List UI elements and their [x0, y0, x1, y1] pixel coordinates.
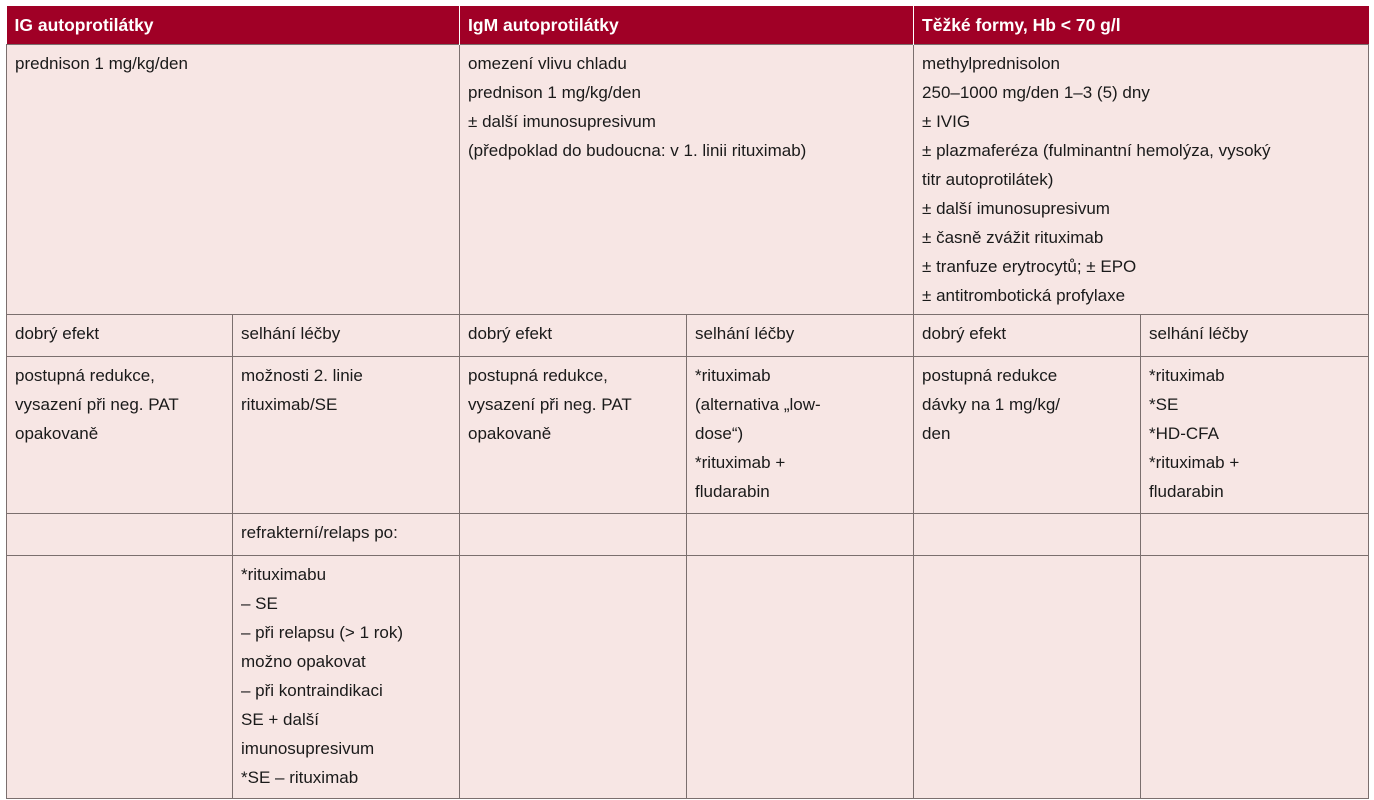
text-line: vysazení při neg. PAT [15, 395, 179, 414]
management-cell [687, 357, 914, 514]
refractory-cell [7, 514, 233, 556]
text-line: SE + další [241, 710, 319, 729]
text-line: postupná redukce [922, 366, 1058, 385]
refractory-cell: refrakterní/relaps po: [233, 514, 460, 556]
text-line: titr autoprotilátek) [922, 170, 1054, 189]
text-line: ± další imunosupresivum [922, 199, 1110, 218]
text-line: (předpoklad do budoucna: v 1. linii rituximab) [468, 141, 807, 160]
text-line: *rituximab [1149, 366, 1225, 385]
text-line: *SE [1149, 395, 1179, 414]
management-cell [914, 357, 1141, 514]
response-cell: selhání léčby [687, 315, 914, 357]
text-line: opakovaně [468, 424, 552, 443]
text-line: prednison 1 mg/kg/den [468, 83, 641, 102]
response-cell: selhání léčby [1141, 315, 1369, 357]
header-row [7, 6, 1369, 45]
refractory-cell [460, 514, 687, 556]
text-line: *rituximab + [695, 453, 786, 472]
treatment-table-container [6, 6, 1368, 799]
text-line: opakovaně [15, 424, 99, 443]
text-line: – SE [241, 594, 278, 613]
text-line: ± IVIG [922, 112, 971, 131]
ig-first-line-cell [7, 45, 460, 315]
third-line-cell [460, 556, 687, 799]
management-row [7, 357, 1369, 514]
header-severe: Těžké formy, Hb < 70 g/l [914, 6, 1369, 45]
text-line: fludarabin [1149, 482, 1224, 501]
text-line: *SE – rituximab [241, 768, 359, 787]
igm-first-line-cell [460, 45, 914, 315]
text-line: možno opakovat [241, 652, 366, 671]
text-line: den [922, 424, 951, 443]
third-line-cell [914, 556, 1141, 799]
text-line: ± antitrombotická profylaxe [922, 286, 1126, 305]
text-line: ± časně zvážit rituximab [922, 228, 1104, 247]
text-line: vysazení při neg. PAT [468, 395, 632, 414]
text-line: 250–1000 mg/den 1–3 (5) dny [922, 83, 1150, 102]
third-line-cell [1141, 556, 1369, 799]
text-line: ± tranfuze erytrocytů; ± EPO [922, 257, 1137, 276]
management-cell [233, 357, 460, 514]
text-line: možnosti 2. linie [241, 366, 363, 385]
text-line: dávky na 1 mg/kg/ [922, 395, 1060, 414]
management-cell [7, 357, 233, 514]
text-line: *HD-CFA [1149, 424, 1219, 443]
management-cell [1141, 357, 1369, 514]
text-line: – při relapsu (> 1 rok) [241, 623, 404, 642]
third-line-row [7, 556, 1369, 799]
third-line-cell [233, 556, 460, 799]
treatment-table [6, 6, 1369, 799]
text-line: dose“) [695, 424, 744, 443]
severe-first-line-cell [914, 45, 1369, 315]
text-line: fludarabin [695, 482, 770, 501]
refractory-cell [687, 514, 914, 556]
response-cell: dobrý efekt [914, 315, 1141, 357]
response-row [7, 315, 1369, 357]
management-cell [460, 357, 687, 514]
text-line: prednison 1 mg/kg/den [15, 54, 188, 73]
text-line: omezení vlivu chladu [468, 54, 627, 73]
text-line: – při kontraindikaci [241, 681, 383, 700]
text-line: postupná redukce, [15, 366, 155, 385]
header-igm: IgM autoprotilátky [460, 6, 914, 45]
text-line: rituximab/SE [241, 395, 338, 414]
text-line: postupná redukce, [468, 366, 608, 385]
response-cell: selhání léčby [233, 315, 460, 357]
third-line-cell [7, 556, 233, 799]
text-line: methylprednisolon [922, 54, 1060, 73]
response-cell: dobrý efekt [460, 315, 687, 357]
first-line-row [7, 45, 1369, 315]
text-line: *rituximab [695, 366, 771, 385]
text-line: ± plazmaferéza (fulminantní hemolýza, vysoký [922, 141, 1271, 160]
refractory-cell [914, 514, 1141, 556]
text-line: ± další imunosupresivum [468, 112, 656, 131]
third-line-cell [687, 556, 914, 799]
refractory-row [7, 514, 1369, 556]
header-ig: IG autoprotilátky [7, 6, 460, 45]
refractory-cell [1141, 514, 1369, 556]
text-line: imunosupresivum [241, 739, 375, 758]
text-line: (alternativa „low- [695, 395, 821, 414]
text-line: *rituximabu [241, 565, 327, 584]
text-line: *rituximab + [1149, 453, 1240, 472]
response-cell: dobrý efekt [7, 315, 233, 357]
